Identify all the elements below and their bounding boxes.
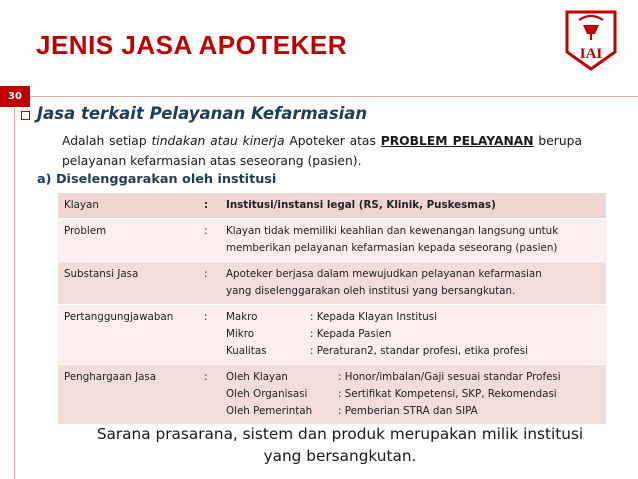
row-colon: : [202, 305, 220, 365]
table-row [58, 193, 606, 219]
row-label: Problem [58, 219, 202, 262]
row-value: Apoteker berjasa dalam mewujudkan pelayanan kefarmasian yang diselenggarakan oleh institusi yang bersangkutan. [220, 262, 606, 305]
subsection-heading: a) Diselenggarakan oleh institusi [37, 172, 277, 187]
row-value: Makro : Kepada Klayan Institusi Mikro : Kepada Pasien Kualitas : Peraturan2, standar profesi, etika profesi [220, 305, 606, 365]
row-label: Pertanggungjawaban [58, 305, 202, 365]
row-value: Klayan tidak memiliki keahlian dan kewenangan langsung untuk memberikan pelayanan kefarmasian kepada seseorang (pasien) [220, 219, 606, 262]
row-colon: : [202, 193, 220, 219]
row-label: Penghargaan Jasa [58, 365, 202, 425]
definition-paragraph: Adalah setiap tindakan atau kinerja Apoteker atas PROBLEM PELAYANAN berupa pelayanan kefarmasian atas seseorang (pasien). [62, 134, 582, 168]
row-value: Oleh Klayan : Honor/imbalan/Gaji sesuai standar Profesi Oleh Organisasi : Sertifikat Kompetensi, SKP, Rekomendasi Oleh Pemerintah : Pemberian STRA dan SIPA [220, 365, 606, 425]
row-colon: : [202, 219, 220, 262]
section-heading: Jasa terkait Pelayanan Kefarmasian [37, 104, 368, 123]
slide-title: JENIS JASA APOTEKER [36, 30, 347, 60]
row-value: Institusi/instansi legal (RS, Klinik, Puskesmas) [220, 193, 606, 219]
logo-text: IAI [579, 46, 603, 62]
slide-number: 30 [0, 86, 30, 107]
table-row [58, 262, 606, 305]
row-label: Klayan [58, 193, 202, 219]
divider-vertical [14, 108, 15, 479]
row-colon: : [202, 262, 220, 305]
table-row [58, 219, 606, 262]
table-row [58, 365, 606, 425]
table-row [58, 305, 606, 365]
service-table [58, 193, 606, 425]
row-colon: : [202, 365, 220, 425]
row-label: Substansi Jasa [58, 262, 202, 305]
footer-note: Sarana prasarana, sistem dan produk merupakan milik institusi yang bersangkutan. [96, 425, 584, 465]
square-bullet-icon [21, 111, 30, 120]
iai-logo-icon [563, 8, 619, 72]
divider-horizontal [30, 96, 638, 97]
